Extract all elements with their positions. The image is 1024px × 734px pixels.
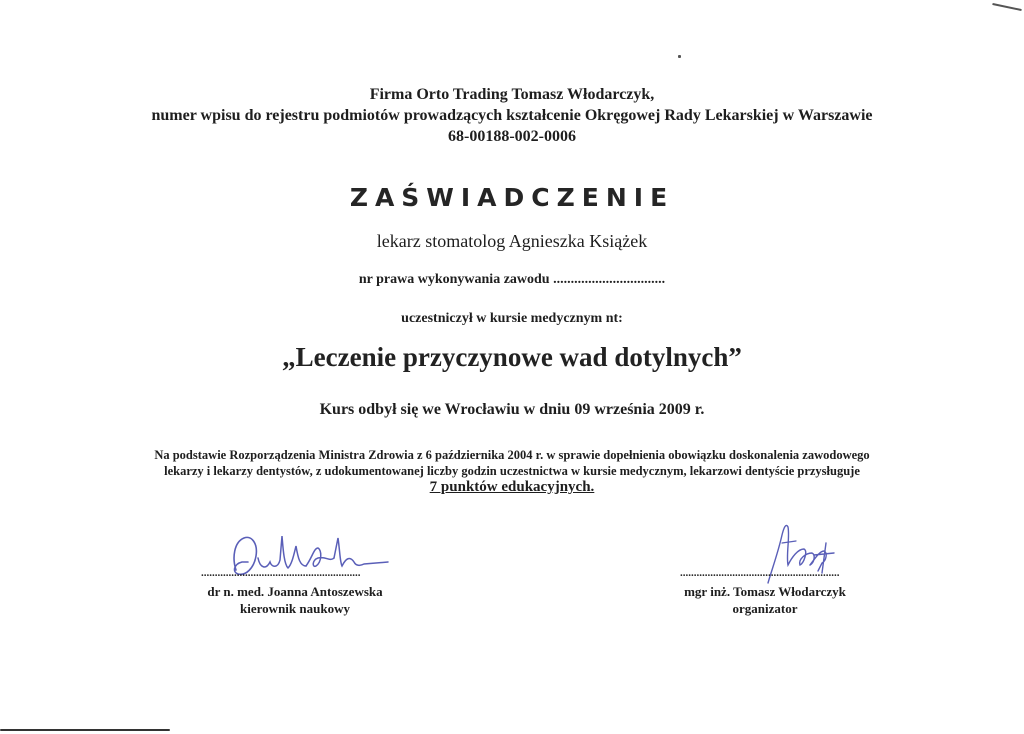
participation-statement: uczestniczył w kursie medycznym nt: bbox=[401, 311, 623, 326]
signature-line-right: .......................................................... bbox=[680, 567, 840, 579]
signature-line-left: .......................................................... bbox=[201, 567, 361, 579]
recipient-name: lekarz stomatolog Agnieszka Książek bbox=[376, 231, 648, 251]
signatory-left-name: dr n. med. Joanna Antoszewska bbox=[207, 584, 383, 599]
scan-speck bbox=[678, 55, 681, 58]
signatory-right-name: mgr inż. Tomasz Włodarczyk bbox=[684, 584, 846, 599]
issuer-register-number: 68-00188-002-0006 bbox=[448, 128, 576, 145]
education-points: 7 punktów edukacyjnych. bbox=[429, 479, 595, 495]
scan-edge-mark bbox=[0, 729, 170, 731]
issuer-register-line: numer wpisu do rejestru podmiotów prowadzących kształcenie Okręgowej Rady Lekarskiej w Warszawie bbox=[151, 107, 873, 124]
course-place-date: Kurs odbył się we Wrocławiu w dniu 09 września 2009 r. bbox=[319, 401, 705, 418]
legal-basis-line-1: Na podstawie Rozporządzenia Ministra Zdrowia z 6 października 2004 r. w sprawie dopełnienia obowiązku doskonalenia zawodowego bbox=[154, 448, 870, 462]
legal-basis-line-2: lekarzy i lekarzy dentystów, z udokumentowanej liczby godzin uczestnictwa w kursie medycznym, lekarzowi dentyście przysługuje bbox=[164, 464, 860, 478]
signatory-left-role: kierownik naukowy bbox=[240, 601, 350, 616]
issuer-name: Firma Orto Trading Tomasz Włodarczyk, bbox=[369, 86, 655, 103]
licence-number-line: nr prawa wykonywania zawodu ................................ bbox=[358, 272, 666, 287]
signatory-right-role: organizator bbox=[732, 601, 798, 616]
scan-edge-mark bbox=[992, 3, 1022, 11]
course-title: „Leczenie przyczynowe wad dotylnych” bbox=[282, 342, 742, 372]
document-title: ZAŚWIADCZENIE bbox=[349, 183, 675, 212]
